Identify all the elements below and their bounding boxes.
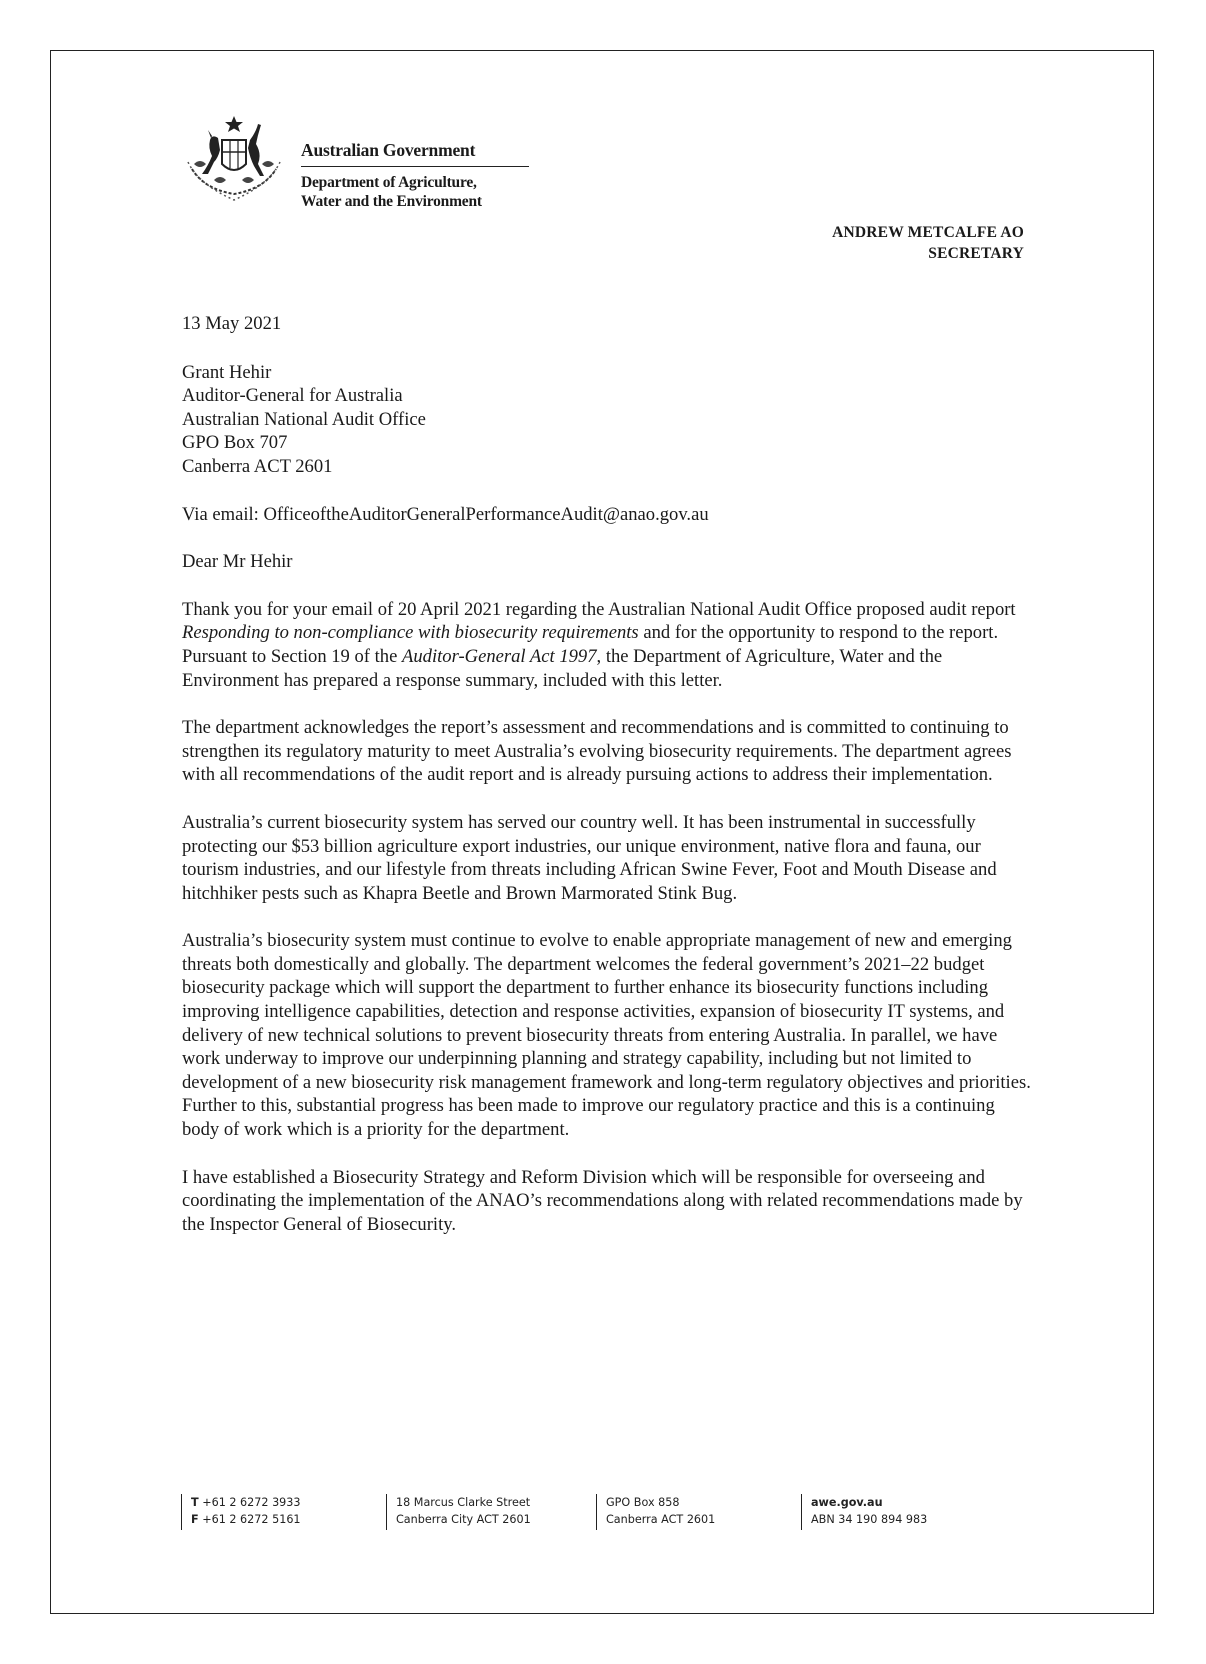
paragraph-5: I have established a Biosecurity Strategy and Reform Division which will be responsible for overseeing and coordinating the implementation of the ANAO’s recommendations along with related recommendations made by the Inspector General of Biosecurity. — [182, 1166, 1023, 1235]
department-line-2: Water and the Environment — [301, 193, 482, 210]
salutation: Dear Mr Hehir — [182, 551, 293, 573]
footer-phone — [191, 1494, 386, 1511]
department-line-1: Department of Agriculture, — [301, 174, 477, 191]
postal-line-2: Canberra ACT 2601 — [606, 1513, 716, 1526]
recipient-address — [182, 361, 1032, 479]
footer-web — [801, 1494, 1011, 1530]
report-title: Responding to non-compliance with biosecurity requirements — [182, 622, 639, 644]
recipient-line: GPO Box 707 — [182, 432, 288, 454]
phone-label: T — [191, 1496, 199, 1509]
footer-postal-address — [596, 1494, 801, 1530]
paragraph-1-part-a: Thank you for your email of 20 April 2021 regarding the Australian National Audit Office proposed audit report — [182, 598, 1016, 620]
street-line-1: 18 Marcus Clarke Street — [396, 1496, 531, 1509]
paragraph-1-part-c: , the Department of Agriculture, Water and the Environment has prepared a response summary, included with this letter. — [182, 645, 943, 691]
letter-footer — [181, 1494, 1041, 1530]
act-title: Auditor-General Act 1997 — [402, 645, 597, 667]
website: awe.gov.au — [811, 1496, 883, 1509]
fax-label: F — [191, 1513, 199, 1526]
paragraph-1 — [182, 598, 1032, 692]
letter-body — [182, 312, 1032, 1260]
phone-number: +61 2 6272 3933 — [198, 1496, 301, 1509]
paragraph-4: Australia’s biosecurity system must continue to evolve to enable appropriate management of new and emerging threats both domestically and globally. The department welcomes the federal government’s 2021–22 budget biosecurity package which will support the department to further enhance its biosecurity functions including improving intelligence capabilities, detection and response activities, expansion of biosecurity IT systems, and delivery of new technical solutions to prevent biosecurity threats from entering Australia. In parallel, we have work underway to improve our underpinning planning and strategy capability, including but not limited to development of a new biosecurity risk management framework and long-term regulatory objectives and priorities. Further to this, substantial progress has been made to improve our regulatory practice and this is a continuing body of work which is a priority for the department. — [182, 930, 1031, 1141]
signatory-block — [832, 222, 1024, 264]
footer-contact — [181, 1494, 386, 1530]
via-email: Via email: OfficeoftheAuditorGeneralPerformanceAudit@anao.gov.au — [182, 503, 709, 525]
footer-street-address — [386, 1494, 596, 1530]
department-name — [301, 173, 529, 211]
recipient-line: Auditor-General for Australia — [182, 385, 403, 407]
recipient-line: Australian National Audit Office — [182, 408, 426, 430]
recipient-line: Grant Hehir — [182, 361, 272, 383]
government-name: Australian Government — [301, 140, 529, 167]
abn: ABN 34 190 894 983 — [811, 1513, 928, 1526]
letterhead — [301, 140, 529, 211]
postal-line-1: GPO Box 858 — [606, 1496, 680, 1509]
letter-date: 13 May 2021 — [182, 313, 282, 334]
paragraph-1-part-b: and for the opportunity to respond to the report. Pursuant to Section 19 of the — [182, 622, 999, 667]
signatory-title: SECRETARY — [928, 245, 1024, 262]
paragraph-3: Australia’s current biosecurity system has served our country well. It has been instrumental in successfully protecting our $53 billion agriculture export industries, our unique environment, native flora and fauna, our tourism industries, and our lifestyle from threats including African Swine Fever, Foot and Mouth Disease and hitchhiker pests such as Khapra Beetle and Brown Marmorated Stink Bug. — [182, 811, 997, 904]
coat-of-arms-icon — [184, 114, 284, 204]
paragraph-2: The department acknowledges the report’s assessment and recommendations and is committed to continuing to strengthen its regulatory maturity to meet Australia’s evolving biosecurity requirements. The department agrees with all recommendations of the audit report and is already pursuing actions to address their implementation. — [182, 717, 1012, 786]
street-line-2: Canberra City ACT 2601 — [396, 1513, 531, 1526]
footer-fax — [191, 1511, 386, 1528]
fax-number: +61 2 6272 5161 — [198, 1513, 301, 1526]
signatory-name: ANDREW METCALFE AO — [832, 224, 1024, 241]
recipient-line: Canberra ACT 2601 — [182, 455, 333, 477]
